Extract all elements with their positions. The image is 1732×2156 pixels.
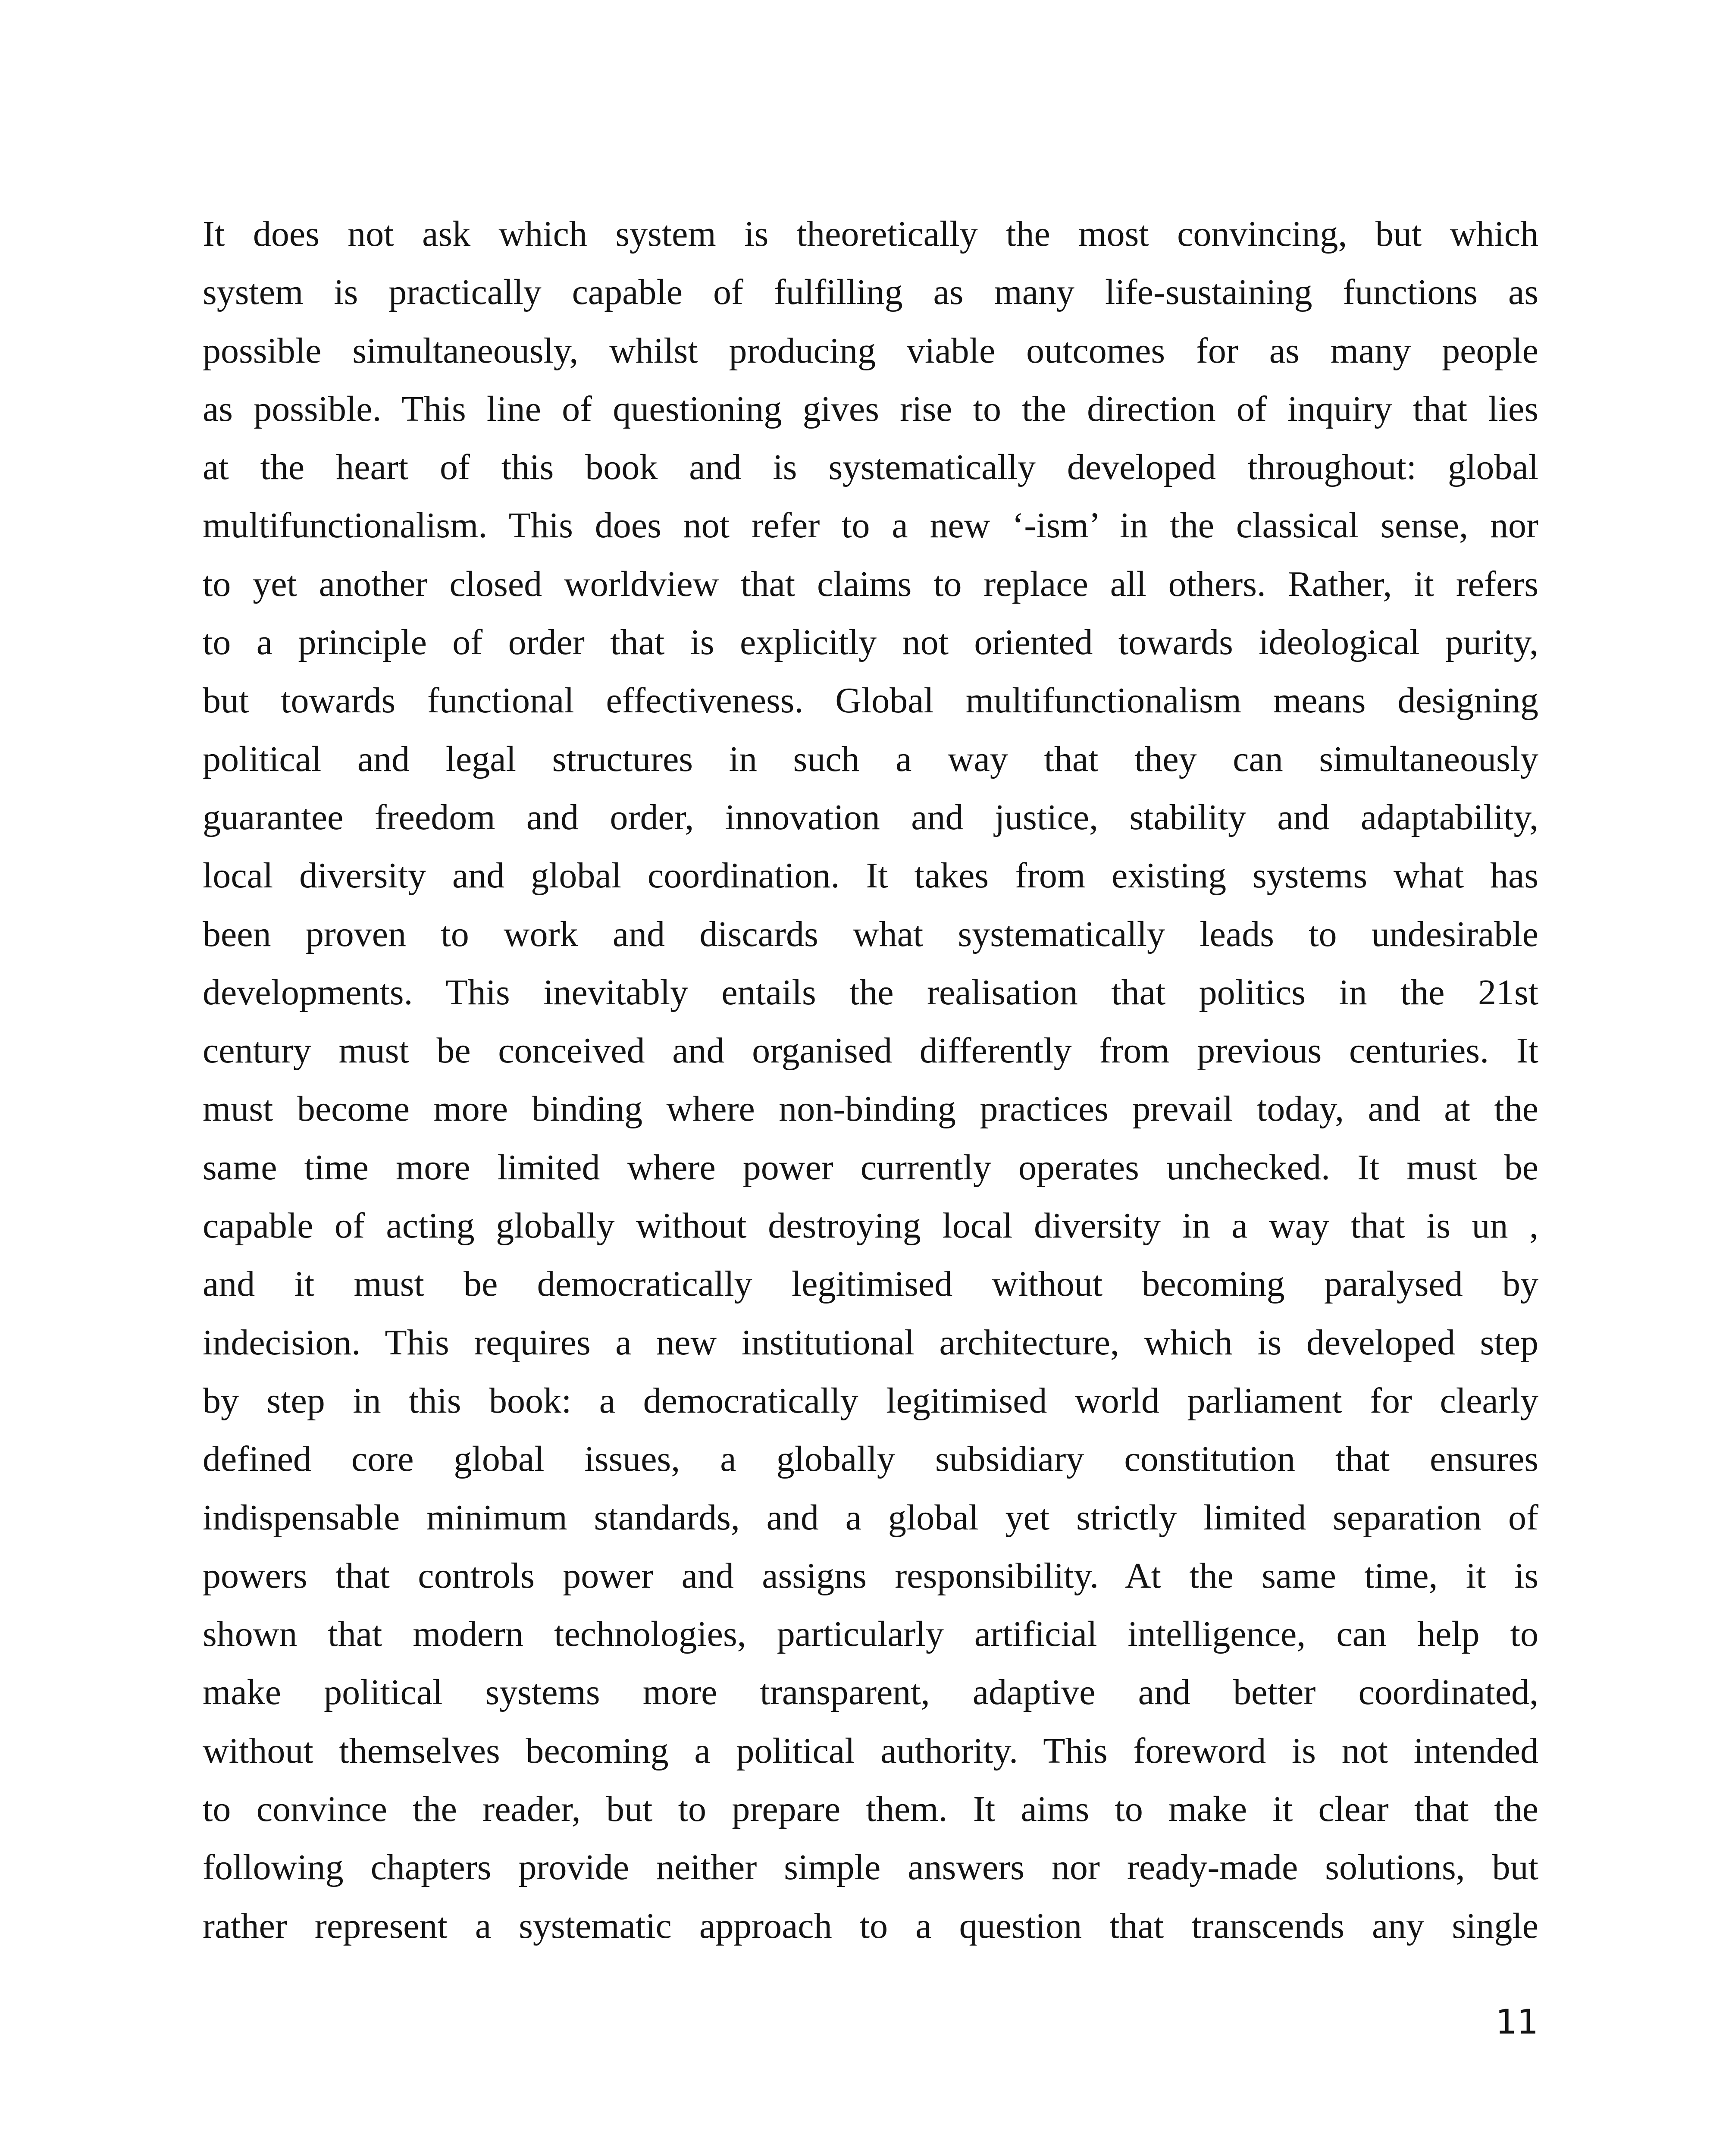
text-line: been proven to work and discards what systematically leads to undesirable xyxy=(203,914,1538,954)
text-line: must become more binding where non-binding practices prevail today, and at the xyxy=(203,1089,1538,1129)
text-line: defined core global issues, a globally subsidiary constitution that ensures xyxy=(203,1439,1538,1479)
text-line: indispensable minimum standards, and a global yet strictly limited separation of xyxy=(203,1497,1538,1538)
text-line: following chapters provide neither simple answers nor ready-made solutions, but xyxy=(203,1847,1538,1888)
text-line: It does not ask which system is theoretically the most convincing, but which xyxy=(203,214,1538,254)
page-number: 11 xyxy=(1495,2003,1538,2042)
text-line: indecision. This requires a new institutional architecture, which is developed step xyxy=(203,1322,1538,1363)
text-line: developments. This inevitably entails the realisation that politics in the 21st xyxy=(203,972,1538,1012)
text-line: by step in this book: a democratically legitimised world parliament for clearly xyxy=(203,1380,1538,1421)
text-line: guarantee freedom and order, innovation and justice, stability and adaptability, xyxy=(203,797,1538,837)
text-line: local diversity and global coordination. It takes from existing systems what has xyxy=(203,856,1538,896)
text-line: without themselves becoming a political authority. This foreword is not intended xyxy=(203,1730,1538,1771)
text-line: rather represent a systematic approach to a question that transcends any single xyxy=(203,1905,1538,1946)
text-line: at the heart of this book and is systematically developed throughout: global xyxy=(203,447,1538,488)
body-paragraph xyxy=(203,205,1538,1955)
text-line: multifunctionalism. This does not refer to a new ‘-ism’ in the classical sense, nor xyxy=(203,505,1538,546)
text-line: to yet another closed worldview that claims to replace all others. Rather, it refers xyxy=(203,564,1538,604)
text-line: political and legal structures in such a way that they can simultaneously xyxy=(203,739,1538,779)
text-line: capable of acting globally without destroying local diversity in a way that is un , xyxy=(203,1206,1538,1246)
text-line: make political systems more transparent, adaptive and better coordinated, xyxy=(203,1672,1538,1713)
text-line: system is practically capable of fulfilling as many life-sustaining functions as xyxy=(203,272,1538,313)
text-line: possible simultaneously, whilst producing viable outcomes for as many people xyxy=(203,330,1538,371)
text-line: to a principle of order that is explicitly not oriented towards ideological purity, xyxy=(203,622,1538,663)
text-line: shown that modern technologies, particularly artificial intelligence, can help to xyxy=(203,1614,1538,1655)
text-line: same time more limited where power currently operates unchecked. It must be xyxy=(203,1147,1538,1188)
text-line: but towards functional effectiveness. Global multifunctionalism means designing xyxy=(203,680,1538,721)
text-line: to convince the reader, but to prepare them. It aims to make it clear that the xyxy=(203,1789,1538,1830)
text-line: powers that controls power and assigns responsibility. At the same time, it is xyxy=(203,1555,1538,1596)
text-line: century must be conceived and organised differently from previous centuries. It xyxy=(203,1031,1538,1071)
text-line: and it must be democratically legitimised without becoming paralysed by xyxy=(203,1264,1538,1304)
text-line: as possible. This line of questioning gives rise to the direction of inquiry that lies xyxy=(203,389,1538,429)
